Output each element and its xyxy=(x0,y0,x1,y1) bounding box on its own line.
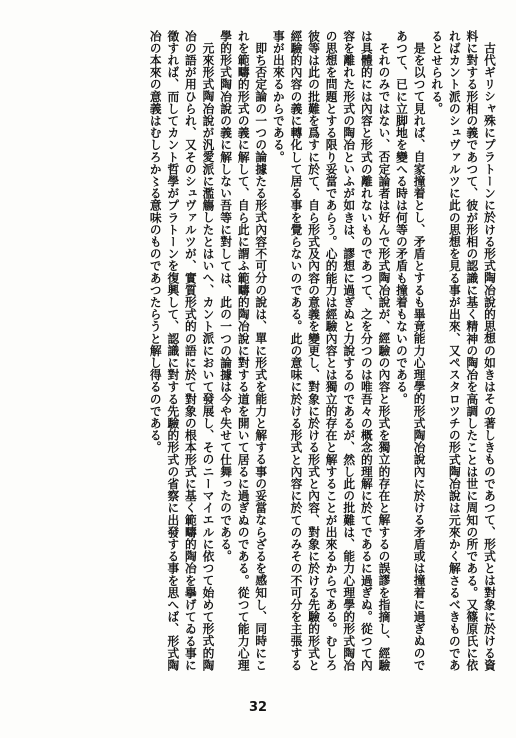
paragraph-5: 元來形式陶冶說が汎愛派に濫觴したとはいへ、カント派において發展し、そのニーマイエルに依つて始めて形式的陶冶の語が用ひられ、又そのシュヴァルツが、實質形式的の語に於て對象の根本形式に基く範疇的陶冶を擧げてゐる事に徵すれば、而してカント哲學がプラトーンを復興して、認識に對する先驗的形式の省察に出發する事を思へば、形式陶冶の本來の意義はむしろか〻る意味のものであつたらうと解し得るのである。 xyxy=(148,30,216,672)
body-text xyxy=(22,30,498,680)
paragraph-3: それのみではない、否定論者は好んで形式陶冶說が、經驗の內容と形式を獨立的存在と解するの誤謬を指摘し、經驗は具體的には內容と形式の離れないものであつて、之を分つのは唯吾々の概念的理解に於てであるに過ぎぬ。從つて內容を離れた形式の陶冶といふが如きは、謬想に過ぎぬと力說するのであるが、然し此の批難は、能力心理學的形式陶冶の思想を問題とする限り妥當であらう。心的能力は經驗內容とは獨立的存在と解することが出來るからである。むしろ彼等は此の批難を爲すに於て、自ら形式及內容の意義を變更し、對象に於ける形式と內容、對象に於ける先驗的形式と經驗的內容の義に轉化して居る事を覺らないのである。此の意味に於ける形式と內容に於てのみその不可分を主張する事が出來るからである。 xyxy=(271,30,392,672)
page-number: 32 xyxy=(248,700,268,715)
paragraph-2: 是を以つて見れば、自家撞着とし、矛盾とするも畢竟能力心理學的形式陶冶說內に於ける矛盾或は撞着に過ぎぬのであつて、已に立脚地を變へる時は何等の矛盾も撞着もないのである。 xyxy=(395,30,427,671)
paragraph-1: 古代ギリシャ殊にプラトーンに於ける形式陶冶說的思想の如きはその著しきものであつて、形式とは對象に於ける資料に對する形相の義であつて、彼が形相の認識に基く精神の陶冶を高調したことは世に周知の所である。又篠原氏に依ればカント派のシュヴァルツに此の思想を見る事が出來、又ペスタロツチの形式陶冶說は元來かく解さるべきものであるとせられる。 xyxy=(430,30,497,672)
paragraph-4: 即ち否定論の一つの論據たる形式內容不可分の說は、單に形式を能力と解する事の妥當ならざるを感知し、同時にこれを範疇的形式の義に解して、自ら此に謂ふ範疇的陶冶說に對する道を開いて居るに過ぎぬのである。從つて能力心理學的形式陶冶說の義に解しない吾等に對しては、此の一つの論據は今や失せて仕舞ったのである。 xyxy=(219,30,269,672)
